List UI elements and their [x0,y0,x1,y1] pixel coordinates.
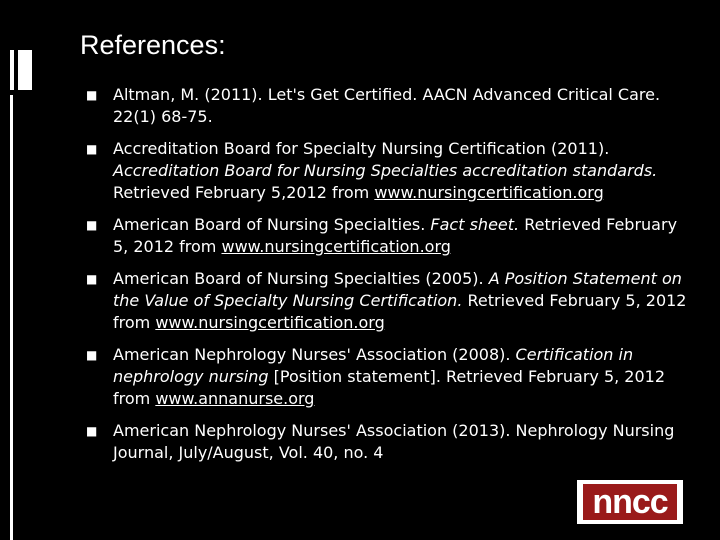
reference-title: Certification in nephrology nursing [113,345,634,386]
reference-item [84,84,692,128]
nncc-logo [577,480,683,524]
reference-text: American Nephrology Nurses' Association (2008). [113,345,516,364]
reference-item [84,344,692,410]
decor-block [18,50,32,90]
reference-text: American Nephrology Nurses' Association (2013). Nephrology Nursing Journal, July/August, Vol. 40, no. 4 [113,421,675,462]
reference-text: Retrieved February 5, 2012 from [113,291,687,332]
reference-text: Retrieved February 5,2012 from [113,183,375,202]
reference-link[interactable]: www.annanurse.org [155,389,315,408]
reference-text: Retrieved February 5, 2012 from [113,215,678,256]
decor-bar-left [10,50,14,90]
logo-text: nncc [583,484,677,520]
reference-text: American Board of Nursing Specialties (2005). [113,269,489,288]
slide-title: References: [80,30,226,60]
bullet-icon: ■ [86,88,98,102]
reference-title: A Position Statement on the Value of Specialty Nursing Certification. [113,269,682,310]
reference-item [84,138,692,204]
decor-line-vertical [10,95,13,540]
reference-text: [Position statement]. Retrieved February 5, 2012 from [113,367,666,408]
bullet-icon: ■ [86,272,98,286]
reference-text: Altman, M. (2011). Let's Get Certified. AACN Advanced Critical Care. 22(1) 68-75. [113,85,661,126]
reference-title: Accreditation Board for Nursing Specialties accreditation standards. [113,161,658,180]
bullet-icon: ■ [86,348,98,362]
reference-text: American Board of Nursing Specialties. [113,215,431,234]
reference-link[interactable]: www.nursingcertification.org [374,183,604,202]
reference-link[interactable]: www.nursingcertification.org [221,237,451,256]
reference-title: Fact sheet. [430,215,520,234]
reference-item [84,268,692,334]
reference-item [84,420,692,464]
reference-text: Accreditation Board for Specialty Nursing Certification (2011). [113,139,610,158]
bullet-icon: ■ [86,218,98,232]
bullet-icon: ■ [86,424,98,438]
bullet-icon: ■ [86,142,98,156]
reference-list [84,84,692,474]
reference-item [84,214,692,258]
reference-link[interactable]: www.nursingcertification.org [155,313,385,332]
